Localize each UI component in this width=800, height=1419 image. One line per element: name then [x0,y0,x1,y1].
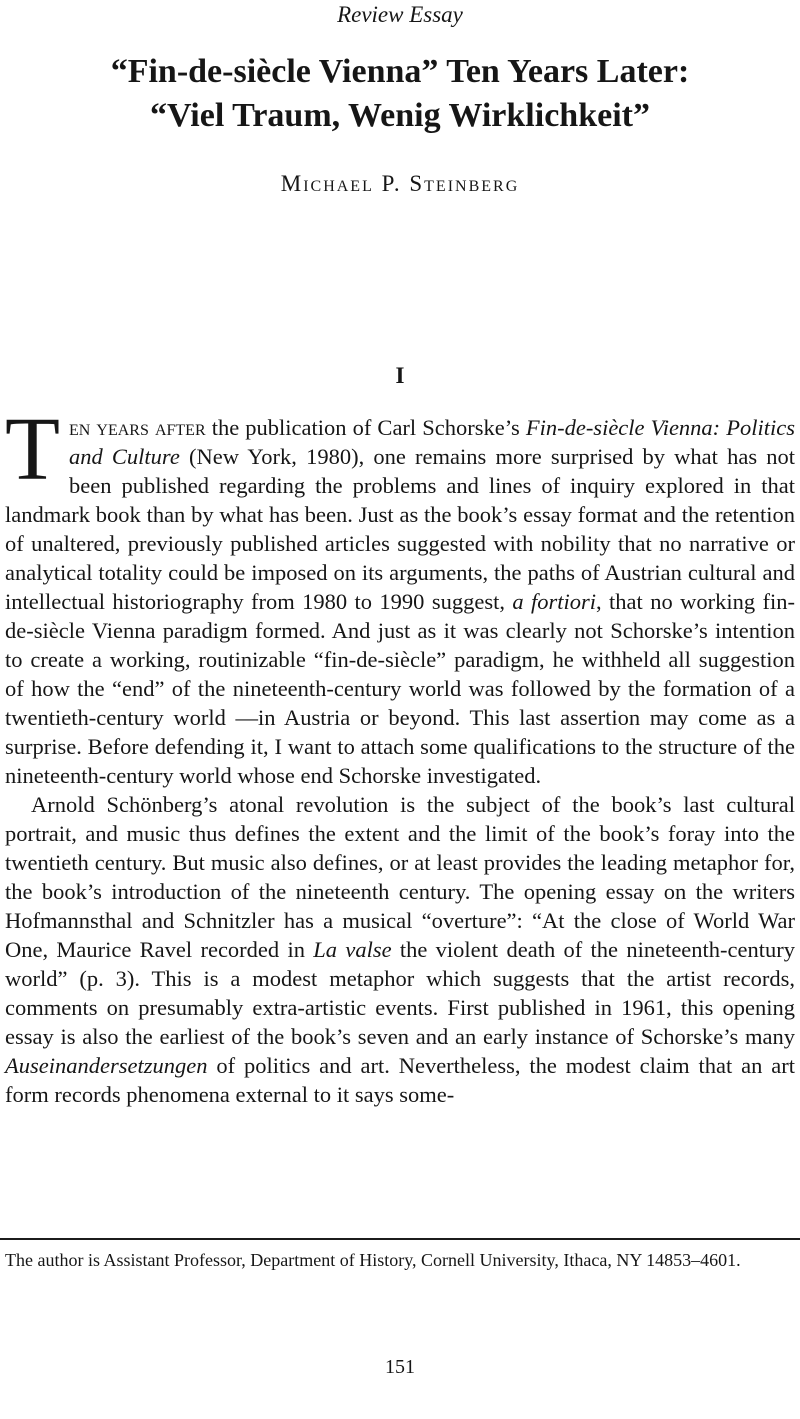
page-number: 151 [385,1356,415,1378]
text-segment: La valse [313,937,392,963]
body-paragraph-1 [5,400,795,790]
text-segment: the publication of Carl Schorske’s [205,415,526,441]
body-paragraph-2 [5,790,795,1109]
footnote-block [0,1238,800,1272]
section-heading: I [395,363,405,389]
text-segment: of politics and art. Nevertheless, the modest claim that an art form records phenomena external to it says some- [5,1053,795,1108]
dropcap-letter: T [5,400,60,500]
footnote-rule [0,1238,800,1240]
article-title-line1: “Fin-de-siècle Vienna” Ten Years Later: [110,53,690,90]
text-segment: the violent death of the nineteenth-century world” (p. 3). This is a modest metaphor which suggests that the artist records, comments on presumably extra-artistic events. First published in 1961, this opening essay is also the earliest of the book’s seven and an early instance of Schorske’s many [5,937,796,1050]
author-name: Michael P. Steinberg [280,171,520,197]
text-segment: a fortiori [512,589,597,615]
text-segment: Auseinandersetzungen [5,1053,208,1079]
article-title [0,50,800,137]
article-title-line2: “Viel Traum, Wenig Wirklichkeit” [150,96,650,134]
running-head: Review Essay [337,2,463,27]
smallcaps-lead: en years after [68,415,206,441]
article-body [0,400,800,1109]
footnote-text: The author is Assistant Professor, Department of History, Cornell University, Ithaca, NY 14853–4601. [5,1250,741,1270]
paragraph-text [5,792,795,1107]
paragraph-text [5,415,795,788]
text-segment: Fin-de-siècle Vienna: Politics and Culture [68,415,795,470]
text-segment: (New York, 1980), one remains more surprised by what has not been published regarding the problems and lines of inquiry explored in that landmark book than by what has been. Just as the book’s essay format and the retention of unaltered, previously published articles suggested with nobility that no narrative or analytical totality could be imposed on its arguments, the paths of Austrian cultural and intellectual historiography from 1980 to 1990 suggest, [5,444,795,615]
text-segment: , that no working fin-de-siècle Vienna paradigm formed. And just as it was clearly not Schorske’s intention to create a working, routinizable “fin-de-siècle” paradigm, he withheld all suggestion of how the “end” of the nineteenth-century world was followed by the formation of a twentieth-century world —in Austria or beyond. This last assertion may come as a surprise. Before defending it, I want to attach some qualifications to the structure of the nineteenth-century world whose end Schorske investigated. [5,589,795,789]
text-segment: Arnold Schönberg’s atonal revolution is the subject of the book’s last cultural portrait, and music thus defines the extent and the limit of the book’s foray into the twentieth century. But music also defines, or at least provides the leading metaphor for, the book’s introduction of the nineteenth century. The opening essay on the writers Hofmannsthal and Schnitzler has a musical “overture”: “At the close of World War One, Maurice Ravel recorded in [5,792,795,963]
